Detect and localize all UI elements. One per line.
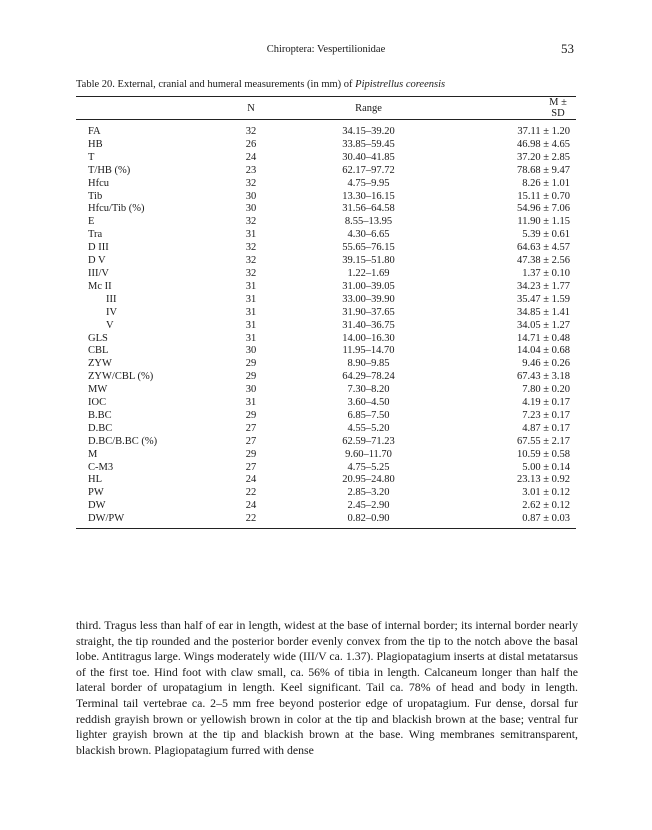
row-label: ZYW/CBL (%) [88, 371, 154, 383]
table-row [76, 229, 576, 242]
table-row [76, 255, 576, 268]
table-row [76, 165, 576, 178]
row-n: 27 [245, 435, 257, 447]
row-range: 4.55–5.20 [347, 422, 390, 434]
row-label: M [88, 448, 98, 460]
table-row [76, 384, 576, 397]
row-n: 27 [245, 461, 257, 473]
row-label: Tib [88, 190, 103, 202]
row-n: 27 [245, 422, 257, 434]
row-label: V [106, 319, 114, 331]
row-label: Tra [88, 229, 103, 241]
row-label: D V [88, 255, 106, 267]
row-msd: 4.87 ± 0.17 [522, 422, 570, 434]
row-label: T/HB (%) [88, 164, 131, 176]
row-range: 2.45–2.90 [347, 500, 390, 512]
table-row [76, 216, 576, 229]
row-msd: 46.98 ± 4.65 [516, 138, 570, 150]
row-msd: 14.04 ± 0.68 [516, 345, 570, 357]
table-body [76, 120, 576, 529]
row-label: CBL [88, 345, 109, 357]
row-msd: 10.59 ± 0.58 [516, 448, 570, 460]
row-label: HB [88, 138, 103, 150]
row-range: 64.29–78.24 [342, 371, 395, 383]
row-range: 13.30–16.15 [342, 190, 395, 202]
row-label: III/V [88, 267, 109, 279]
row-label: T [88, 151, 95, 163]
table-row [76, 397, 576, 410]
row-n: 24 [245, 474, 257, 486]
row-n: 22 [221, 513, 281, 528]
table-row [76, 449, 576, 462]
row-range: 6.85–7.50 [347, 409, 390, 421]
row-msd: 34.23 ± 1.77 [516, 280, 570, 292]
row-n: 24 [245, 151, 257, 163]
running-head: Chiroptera: Vespertilionidae [266, 44, 386, 55]
header-msd: M ± SD [456, 97, 576, 120]
row-label: Hfcu/Tib (%) [88, 203, 145, 215]
table-row [76, 242, 576, 255]
table-row [76, 307, 576, 320]
row-label: FA [88, 126, 101, 137]
page-number: 53 [561, 41, 574, 56]
row-n: 24 [245, 500, 257, 512]
row-range: 4.30–6.65 [347, 229, 390, 241]
row-n: 32 [245, 267, 257, 279]
row-range: 31.90–37.65 [342, 306, 395, 318]
table-caption [76, 79, 445, 90]
table-header-row [76, 97, 576, 120]
row-range: 31.00–39.05 [342, 280, 395, 292]
row-msd: 37.20 ± 2.85 [516, 151, 570, 163]
row-msd: 2.62 ± 0.12 [522, 500, 570, 512]
row-range: 9.60–11.70 [345, 448, 392, 460]
table-row [76, 487, 576, 500]
row-msd: 5.39 ± 0.61 [522, 229, 570, 241]
row-label: III [106, 293, 117, 305]
row-msd: 14.71 ± 0.48 [516, 332, 570, 344]
row-n: 31 [245, 293, 257, 305]
row-label: IV [106, 306, 118, 318]
row-range: 3.60–4.50 [347, 397, 390, 409]
row-n: 31 [245, 332, 257, 344]
row-msd: 35.47 ± 1.59 [516, 293, 570, 305]
header-label [76, 97, 221, 120]
row-range: 20.95–24.80 [342, 474, 395, 486]
row-n: 30 [245, 384, 257, 396]
row-n: 32 [245, 255, 257, 267]
row-range: 33.85–59.45 [342, 138, 395, 150]
table-row [76, 120, 576, 139]
row-n: 32 [245, 126, 257, 137]
row-label: Mc II [88, 280, 112, 292]
table-row [76, 139, 576, 152]
table-row [76, 281, 576, 294]
table-row [76, 513, 576, 528]
table-row [76, 268, 576, 281]
table-row [76, 423, 576, 436]
row-range: 14.00–16.30 [342, 332, 395, 344]
row-label: B.BC [88, 409, 112, 421]
header-range: Range [281, 97, 456, 120]
row-range: 4.75–5.25 [347, 461, 390, 473]
row-range: 2.85–3.20 [347, 487, 390, 499]
row-range: 34.15–39.20 [342, 126, 395, 137]
row-n: 32 [245, 216, 257, 228]
row-n: 31 [245, 319, 257, 331]
row-msd: 11.90 ± 1.15 [517, 216, 570, 228]
row-msd: 34.85 ± 1.41 [516, 306, 570, 318]
table-row [76, 152, 576, 165]
row-n: 31 [245, 306, 257, 318]
row-label: DW/PW [76, 513, 221, 528]
row-msd: 78.68 ± 9.47 [516, 164, 570, 176]
row-msd: 67.43 ± 3.18 [516, 371, 570, 383]
table-row [76, 178, 576, 191]
row-label: E [88, 216, 95, 228]
row-label: MW [88, 384, 108, 396]
row-n: 22 [245, 487, 257, 499]
row-range: 33.00–39.90 [342, 293, 395, 305]
row-range: 62.59–71.23 [342, 435, 395, 447]
row-label: D III [88, 242, 109, 254]
body-paragraph: third. Tragus less than half of ear in length, widest at the base of internal border; its internal border nearly straight, the tip rounded and the posterior border evenly convex from the tip to the notch above the basal lobe. Antitragus large. Wings moderately wide (III/V ca. 1.37). Plagiopatagium inserts at distal metatarsus of the first toe. Hind foot with claw small, ca. 56% of tibia in length. Calcaneum longer than half the lateral border of uropatagium in length. Keel significant. Tail ca. 78% of head and body in length. Terminal tail vertebrae ca. 2–5 mm free beyond posterior edge of uropatagium. Fur dense, dorsal fur reddish grayish brown or yellowish brown in color at the tip and blackish brown at the base; ventral fur lighter grayish brown at the tip and blackish brown at the base. Wing membranes semitransparent, blackish brown. Plagiopatagium furred with dense [76, 618, 578, 757]
table-row [76, 320, 576, 333]
row-label: D.BC [88, 422, 113, 434]
row-label: Hfcu [88, 177, 109, 189]
table-row [76, 333, 576, 346]
row-range: 4.75–9.95 [347, 177, 390, 189]
row-msd: 5.00 ± 0.14 [522, 461, 570, 473]
row-range: 30.40–41.85 [342, 151, 395, 163]
row-n: 26 [245, 138, 257, 150]
table-row [76, 410, 576, 423]
row-msd: 34.05 ± 1.27 [516, 319, 570, 331]
row-label: ZYW [88, 358, 112, 370]
row-n: 23 [245, 164, 257, 176]
row-msd: 54.96 ± 7.06 [516, 203, 570, 215]
row-n: 29 [245, 448, 257, 460]
row-label: GLS [88, 332, 108, 344]
row-label: IOC [88, 397, 107, 409]
caption-prefix: Table 20. External, cranial and humeral measurements (in mm) of [76, 79, 356, 90]
row-msd: 8.26 ± 1.01 [522, 177, 570, 189]
row-msd: 1.37 ± 0.10 [522, 267, 570, 279]
row-label: DW [88, 500, 106, 512]
table-row [76, 345, 576, 358]
row-msd: 64.63 ± 4.57 [516, 242, 570, 254]
row-range: 39.15–51.80 [342, 255, 395, 267]
table-row [76, 358, 576, 371]
table-row [76, 371, 576, 384]
row-range: 0.82–0.90 [281, 513, 456, 528]
row-n: 32 [245, 177, 257, 189]
table-row [76, 462, 576, 475]
row-msd: 7.80 ± 0.20 [522, 384, 570, 396]
row-n: 29 [245, 409, 257, 421]
table-row [76, 294, 576, 307]
row-range: 11.95–14.70 [342, 345, 395, 357]
row-msd: 0.87 ± 0.03 [456, 513, 576, 528]
row-msd: 37.11 ± 1.20 [517, 126, 570, 137]
row-label: HL [88, 474, 102, 486]
table-row [76, 191, 576, 204]
row-range: 31.56–64.58 [342, 203, 395, 215]
row-range: 62.17–97.72 [342, 164, 395, 176]
row-n: 30 [245, 345, 257, 357]
caption-species: Pipistrellus coreensis [355, 79, 446, 90]
row-n: 32 [245, 242, 257, 254]
row-n: 29 [245, 358, 257, 370]
row-range: 31.40–36.75 [342, 319, 395, 331]
row-label: C-M3 [88, 461, 114, 473]
row-msd: 15.11 ± 0.70 [517, 190, 570, 202]
row-msd: 9.46 ± 0.26 [522, 358, 570, 370]
measurements-table [76, 96, 576, 529]
row-msd: 4.19 ± 0.17 [522, 397, 570, 409]
row-label: D.BC/B.BC (%) [88, 435, 158, 447]
table-row [76, 203, 576, 216]
row-range: 8.90–9.85 [347, 358, 390, 370]
row-range: 55.65–76.15 [342, 242, 395, 254]
row-msd: 3.01 ± 0.12 [522, 487, 570, 499]
header-n: N [221, 97, 281, 120]
row-n: 30 [245, 203, 257, 215]
row-msd: 23.13 ± 0.92 [516, 474, 570, 486]
row-msd: 7.23 ± 0.17 [522, 409, 570, 421]
row-range: 8.55–13.95 [344, 216, 393, 228]
row-n: 29 [245, 371, 257, 383]
row-msd: 67.55 ± 2.17 [516, 435, 570, 447]
row-n: 31 [245, 229, 257, 241]
row-label: PW [88, 487, 104, 499]
row-n: 30 [245, 190, 257, 202]
table-row [76, 474, 576, 487]
table-row [76, 436, 576, 449]
row-msd: 47.38 ± 2.56 [516, 255, 570, 267]
row-n: 31 [245, 397, 257, 409]
row-range: 7.30–8.20 [347, 384, 390, 396]
table-row [76, 500, 576, 513]
row-range: 1.22–1.69 [347, 267, 390, 279]
row-n: 31 [245, 280, 257, 292]
